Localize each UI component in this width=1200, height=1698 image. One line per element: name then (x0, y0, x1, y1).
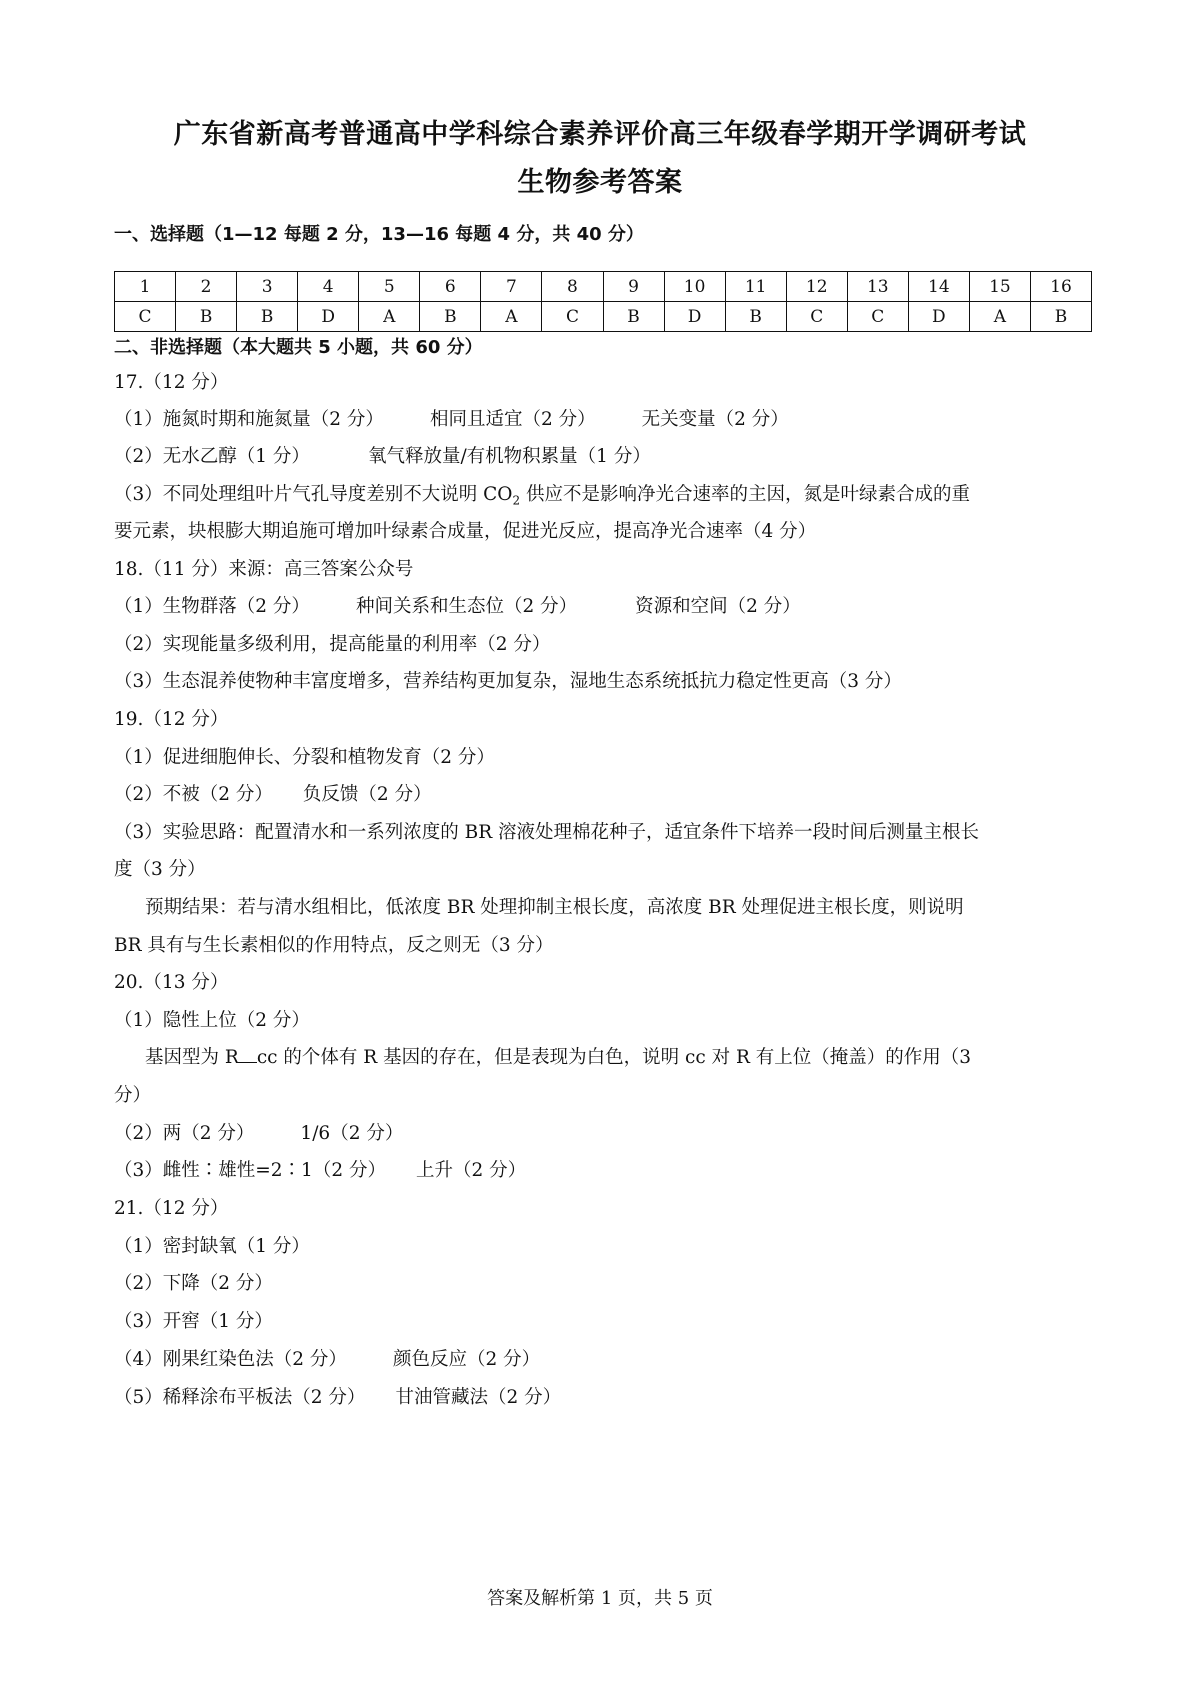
q21-part4-b: 颜色反应（2 分） (392, 1349, 541, 1370)
answer-cell: D (664, 302, 725, 332)
answer-cell: B (603, 302, 664, 332)
q17-part3-text-b: 供应不是影响净光合速率的主因，氮是叶绿素合成的重 (520, 484, 971, 505)
q18-part1-c: 资源和空间（2 分） (635, 596, 801, 617)
q19-result-line1: 预期结果：若与清水组相比，低浓度 BR 处理抑制主根长度，高浓度 BR 处理促进主根长度，则说明 (145, 897, 964, 918)
question-number-cell: 14 (908, 272, 969, 302)
answer-cell: D (908, 302, 969, 332)
q17-part2 (114, 444, 651, 470)
q19-part2-b: 负反馈（2 分） (302, 784, 432, 805)
answer-table (114, 271, 1092, 332)
answer-cell: B (237, 302, 298, 332)
q17-part1 (114, 407, 789, 433)
q21-heading: 21.（12 分） (114, 1198, 229, 1219)
question-number-cell: 6 (420, 272, 481, 302)
question-number-cell: 4 (298, 272, 359, 302)
question-number-cell: 3 (237, 272, 298, 302)
q18-part3: （3）生态混养使物种丰富度增多，营养结构更加复杂，湿地生态系统抵抗力稳定性更高（3 分） (114, 671, 902, 692)
q20-part3-b: 上升（2 分） (415, 1160, 527, 1181)
question-number-cell: 16 (1030, 272, 1091, 302)
q21-part1: （1）密封缺氧（1 分） (114, 1236, 310, 1257)
question-number-cell: 9 (603, 272, 664, 302)
question-number-cell: 11 (725, 272, 786, 302)
co2-subscript: 2 (512, 493, 521, 508)
q18-part1-a: （1）生物群落（2 分） (114, 596, 310, 617)
q19-part2-a: （2）不被（2 分） (114, 784, 273, 805)
q17-part1-c: 无关变量（2 分） (641, 409, 789, 430)
section-heading-choice: 一、选择题（1—12 每题 2 分，13—16 每题 4 分，共 40 分） (114, 224, 644, 245)
q21-part3: （3）开窖（1 分） (114, 1311, 273, 1332)
q18-part1-b: 种间关系和生态位（2 分） (355, 596, 578, 617)
q21-part5-a: （5）稀释涂布平板法（2 分） (114, 1387, 366, 1408)
question-number-cell: 7 (481, 272, 542, 302)
q19-part1: （1）促进细胞伸长、分裂和植物发育（2 分） (114, 747, 495, 768)
q19-result-line2: BR 具有与生长素相似的作用特点，反之则无（3 分） (114, 935, 554, 956)
q20-explain-line1 (145, 1045, 971, 1071)
page-subtitle: 生物参考答案 (517, 167, 683, 198)
q20-part3 (114, 1158, 526, 1184)
q21-part4 (114, 1347, 540, 1373)
genotype-blank (239, 1046, 257, 1063)
q18-heading: 18.（11 分）来源：高三答案公众号 (114, 559, 414, 580)
q20-explain-b: cc 的个体有 R 基因的存在，但是表现为白色，说明 cc 对 R 有上位（掩盖）的作用（3 (256, 1047, 972, 1068)
q21-part4-a: （4）刚果红染色法（2 分） (114, 1349, 347, 1370)
page-title: 广东省新高考普通高中学科综合素养评价高三年级春学期开学调研考试 (173, 119, 1027, 150)
answer-cell: A (969, 302, 1030, 332)
answer-cell: C (847, 302, 908, 332)
question-number-cell: 12 (786, 272, 847, 302)
q20-explain-line2: 分） (114, 1085, 152, 1106)
answer-cell: C (786, 302, 847, 332)
q19-part2 (114, 782, 432, 808)
answer-cell: B (176, 302, 237, 332)
q21-part5 (114, 1385, 561, 1411)
question-number-cell: 13 (847, 272, 908, 302)
page-footer: 答案及解析第 1 页，共 5 页 (487, 1588, 713, 1609)
question-number-cell: 5 (359, 272, 420, 302)
q17-part3-line1 (114, 482, 970, 514)
q17-part2-a: （2）无水乙醇（1 分） (114, 446, 310, 467)
answer-cell: B (420, 302, 481, 332)
q21-part2: （2）下降（2 分） (114, 1273, 273, 1294)
question-number-cell: 1 (115, 272, 176, 302)
q21-part5-b: 甘油管藏法（2 分） (395, 1387, 562, 1408)
q20-part1: （1）隐性上位（2 分） (114, 1010, 310, 1031)
q19-part3-line2: 度（3 分） (114, 859, 206, 880)
answer-cell: B (725, 302, 786, 332)
answer-cell: B (1030, 302, 1091, 332)
q17-part2-b: 氧气释放量/有机物积累量（1 分） (367, 446, 651, 467)
question-number-cell: 15 (969, 272, 1030, 302)
q20-explain-a: 基因型为 R (145, 1047, 239, 1068)
q19-heading: 19.（12 分） (114, 709, 229, 730)
q17-part1-b: 相同且适宜（2 分） (429, 409, 596, 430)
table-row-numbers (115, 272, 1092, 302)
q19-part3-line1: （3）实验思路：配置清水和一系列浓度的 BR 溶液处理棉花种子，适宜条件下培养一段时间后测量主根长 (114, 822, 980, 843)
answer-cell: A (481, 302, 542, 332)
q18-part1 (114, 594, 801, 620)
question-number-cell: 2 (176, 272, 237, 302)
answer-cell: C (115, 302, 176, 332)
q17-heading: 17.（12 分） (114, 372, 229, 393)
answer-cell: C (542, 302, 603, 332)
answer-cell: D (298, 302, 359, 332)
q17-part3-text-a: （3）不同处理组叶片气孔导度差别不大说明 CO (114, 484, 513, 505)
q20-heading: 20.（13 分） (114, 972, 229, 993)
q20-part3-a: （3）雌性∶雄性=2∶1（2 分） (114, 1160, 386, 1181)
q17-part1-a: （1）施氮时期和施氮量（2 分） (114, 409, 384, 430)
section-heading-nonchoice: 二、非选择题（本大题共 5 小题，共 60 分） (114, 337, 483, 358)
question-number-cell: 10 (664, 272, 725, 302)
q18-part2: （2）实现能量多级利用，提高能量的利用率（2 分） (114, 634, 551, 655)
table-row-answers (115, 302, 1092, 332)
q20-part2 (114, 1121, 403, 1147)
q20-part2-a: （2）两（2 分） (114, 1123, 255, 1144)
question-number-cell: 8 (542, 272, 603, 302)
q17-part3-line2: 要元素，块根膨大期追施可增加叶绿素合成量，促进光反应，提高净光合速率（4 分） (114, 521, 817, 542)
answer-cell: A (359, 302, 420, 332)
q20-part2-b: 1/6（2 分） (300, 1123, 404, 1144)
